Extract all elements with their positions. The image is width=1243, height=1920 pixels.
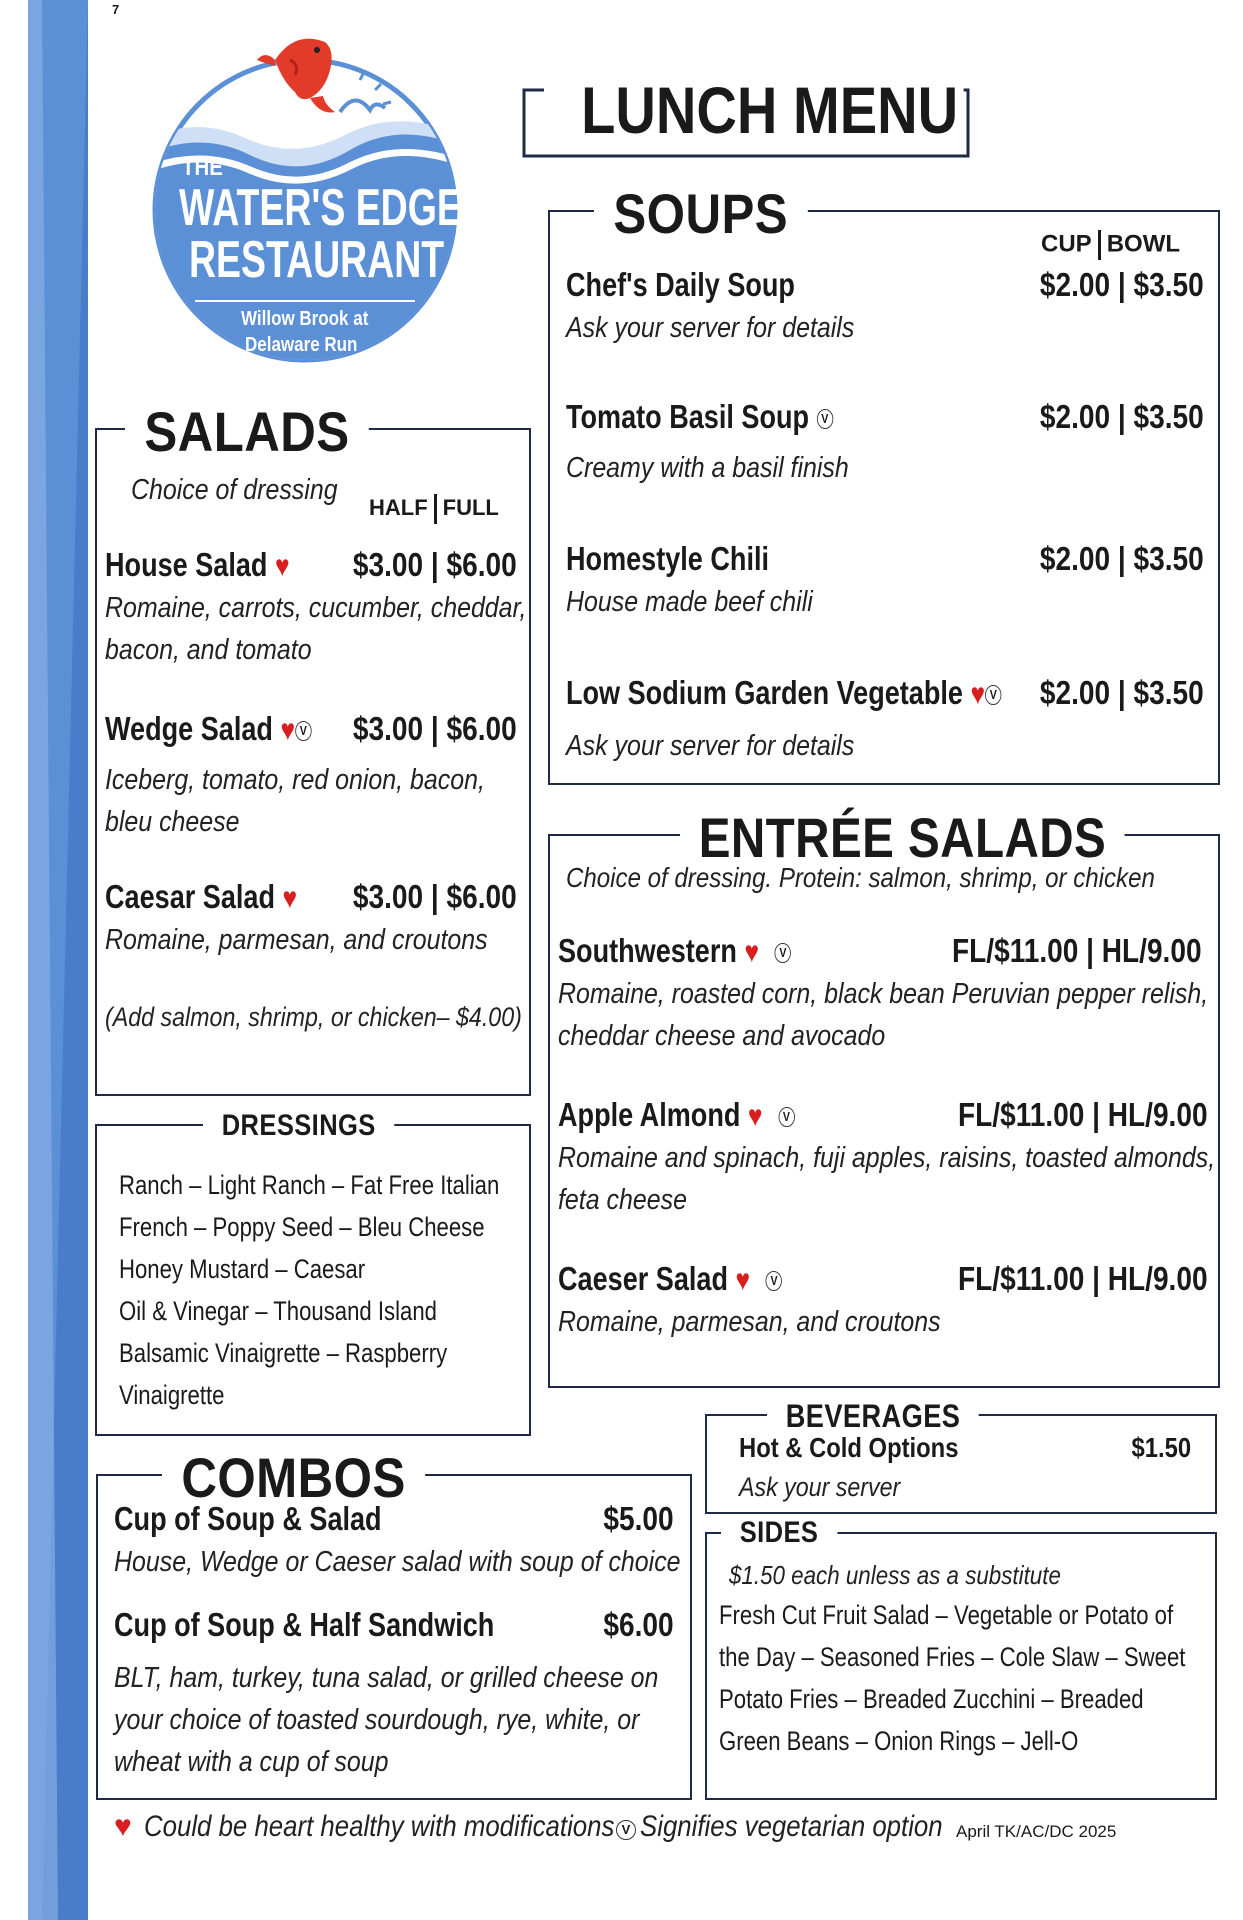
salads-section [95,400,531,1096]
combo-name-soup-sandwich: Cup of Soup & Half Sandwich [114,1606,495,1643]
heart-note: Could be heart healthy with modifications [144,1810,615,1843]
veg-note: Signifies vegetarian option [640,1810,943,1843]
sides-title: SIDES [721,1518,837,1548]
combo-name-soup-salad: Cup of Soup & Salad [114,1500,382,1537]
restaurant-logo [125,20,485,370]
soup-desc-chili: House made beef chili [566,586,813,618]
entree-desc-apple-almond-2: feta cheese [558,1184,687,1216]
salads-subtitle: Choice of dressing [131,474,338,506]
half-label: HALF [369,494,428,520]
salad-desc-caesar: Romaine, parmesan, and croutons [105,924,488,956]
sides-subtitle: $1.50 each unless as a substitute [729,1560,1061,1590]
dressing-line: Ranch – Light Ranch – Fat Free Italian [119,1170,500,1200]
soup-desc-garden-vegetable: Ask your server for details [566,730,855,762]
vegetarian-icon: V [817,409,833,429]
salad-price-house: $3.00 | $6.00 [353,546,517,583]
logo-line-the: THE [182,154,223,181]
entree-desc-southwestern-2: cheddar cheese and avocado [558,1020,886,1052]
heart-healthy-icon: ♥ [970,678,986,711]
heart-healthy-icon: ♥ [735,1264,751,1297]
dressing-line: Balsamic Vinaigrette – Raspberry [119,1338,448,1368]
soup-desc-chefs-daily: Ask your server for details [566,312,855,344]
footer-legend [114,1808,1194,1848]
lunch-menu-header [522,73,970,158]
salad-desc-house-2: bacon, and tomato [105,634,312,666]
entree-price-caeser: FL/$11.00 | HL/9.00 [958,1260,1208,1297]
combos-title: COMBOS [162,1450,425,1506]
entree-salads-section [548,806,1220,1388]
soup-name-garden-vegetable [566,674,1001,712]
entree-name-caeser [558,1260,782,1298]
combo-desc-soup-sandwich-2: your choice of toasted sourdough, rye, white, or [114,1704,640,1736]
entree-salads-title: ENTRÉE SALADS [680,810,1125,866]
salad-name-wedge [105,710,311,748]
sides-section [705,1516,1217,1800]
beverage-name: Hot & Cold Options [739,1432,959,1463]
page-title: LUNCH MENU [576,72,963,148]
soups-column-header [1041,230,1180,260]
bowl-label: BOWL [1106,230,1180,258]
combo-price-soup-salad: $5.00 [603,1500,674,1537]
salad-desc-wedge-1: Iceberg, tomato, red onion, bacon, [105,764,485,796]
combo-desc-soup-sandwich-3: wheat with a cup of soup [114,1746,389,1778]
vegetarian-icon: V [778,1107,794,1127]
left-decorative-stripe [28,0,88,1920]
heart-healthy-icon: ♥ [274,550,290,583]
house-salad-label: House Salad [105,546,268,583]
dressing-line: French – Poppy Seed – Bleu Cheese [119,1212,485,1242]
logo-line-location1: Willow Brook at [241,308,369,330]
dressing-line: Oil & Vinegar – Thousand Island [119,1296,437,1326]
salad-price-caesar: $3.00 | $6.00 [353,878,517,915]
caeser-salad-label: Caeser Salad [558,1260,728,1297]
heart-healthy-icon: ♥ [280,714,296,747]
logo-line-waters-edge: WATER'S EDGE [179,179,462,237]
soup-name-tomato-basil [566,398,833,436]
entree-name-southwestern [558,932,791,970]
combo-price-soup-sandwich: $6.00 [603,1606,674,1643]
dressings-section [95,1109,531,1436]
entree-desc-caeser: Romaine, parmesan, and croutons [558,1306,941,1338]
cup-label: CUP [1041,230,1092,258]
sides-line: Fresh Cut Fruit Salad – Vegetable or Potato of [719,1600,1174,1630]
beverage-desc: Ask your server [739,1472,901,1502]
vegetarian-icon: V [766,1271,782,1291]
salad-name-caesar [105,878,297,916]
soup-price-tomato-basil: $2.00 | $3.50 [1040,398,1204,435]
soup-price-chili: $2.00 | $3.50 [1040,540,1204,577]
heart-healthy-icon: ♥ [744,936,760,969]
soups-section [548,182,1220,785]
sides-line: Green Beans – Onion Rings – Jell-O [719,1726,1079,1756]
soup-name-chefs-daily: Chef's Daily Soup [566,266,795,303]
vegetarian-icon: V [616,1820,636,1840]
salad-addon-note: (Add salmon, shrimp, or chicken– $4.00) [105,1002,522,1032]
salads-title: SALADS [125,404,369,460]
entree-desc-southwestern-1: Romaine, roasted corn, black bean Peruvian pepper relish, [558,978,1209,1010]
beverages-title: BEVERAGES [767,1400,979,1432]
logo-line-location2: Delaware Run [245,334,358,356]
soup-name-chili: Homestyle Chili [566,540,770,577]
sides-line: Potato Fries – Breaded Zucchini – Breaded [719,1684,1144,1714]
southwestern-label: Southwestern [558,932,737,969]
logo-line-restaurant: RESTAURANT [189,231,445,289]
dressing-line: Vinaigrette [119,1380,225,1410]
vegetarian-icon: V [985,685,1001,705]
entree-price-southwestern: FL/$11.00 | HL/9.00 [952,932,1202,969]
salads-column-header [369,494,499,524]
salad-price-wedge: $3.00 | $6.00 [353,710,517,747]
soup-price-chefs-daily: $2.00 | $3.50 [1040,266,1204,303]
entree-price-apple-almond: FL/$11.00 | HL/9.00 [958,1096,1208,1133]
heart-healthy-icon: ♥ [747,1100,763,1133]
salad-name-house [105,546,290,584]
combos-section [96,1446,692,1800]
caesar-salad-label: Caesar Salad [105,878,275,915]
full-label: FULL [442,494,499,520]
soup-desc-tomato-basil: Creamy with a basil finish [566,452,849,484]
dressing-line: Honey Mustard – Caesar [119,1254,366,1284]
soups-title: SOUPS [594,186,807,242]
footer-credit: April TK/AC/DC 2025 [956,1822,1117,1841]
entree-salads-subtitle: Choice of dressing. Protein: salmon, shrimp, or chicken [566,862,1155,893]
salad-desc-wedge-2: bleu cheese [105,806,240,838]
salad-desc-house-1: Romaine, carrots, cucumber, cheddar, [105,592,527,624]
page-number: 7 [112,2,120,17]
apple-almond-label: Apple Almond [558,1096,741,1133]
vegetarian-icon: V [295,721,311,741]
entree-name-apple-almond [558,1096,795,1134]
entree-desc-apple-almond-1: Romaine and spinach, fuji apples, raisins, toasted almonds, [558,1142,1216,1174]
heart-healthy-icon: ♥ [114,1810,132,1843]
wedge-salad-label: Wedge Salad [105,710,273,747]
beverage-price: $1.50 [1131,1432,1191,1463]
combo-desc-soup-salad: House, Wedge or Caeser salad with soup of choice [114,1546,681,1578]
vegetarian-icon: V [775,943,791,963]
soup-price-garden-vegetable: $2.00 | $3.50 [1040,674,1204,711]
soup-tomato-basil-label: Tomato Basil Soup [566,398,810,435]
heart-healthy-icon: ♥ [282,882,298,915]
soup-garden-vegetable-label: Low Sodium Garden Vegetable [566,674,963,711]
dressings-title: DRESSINGS [203,1111,394,1141]
beverages-section [705,1398,1217,1514]
sides-line: the Day – Seasoned Fries – Cole Slaw – Sweet [719,1642,1186,1672]
combo-desc-soup-sandwich-1: BLT, ham, turkey, tuna salad, or grilled cheese on [114,1662,659,1694]
